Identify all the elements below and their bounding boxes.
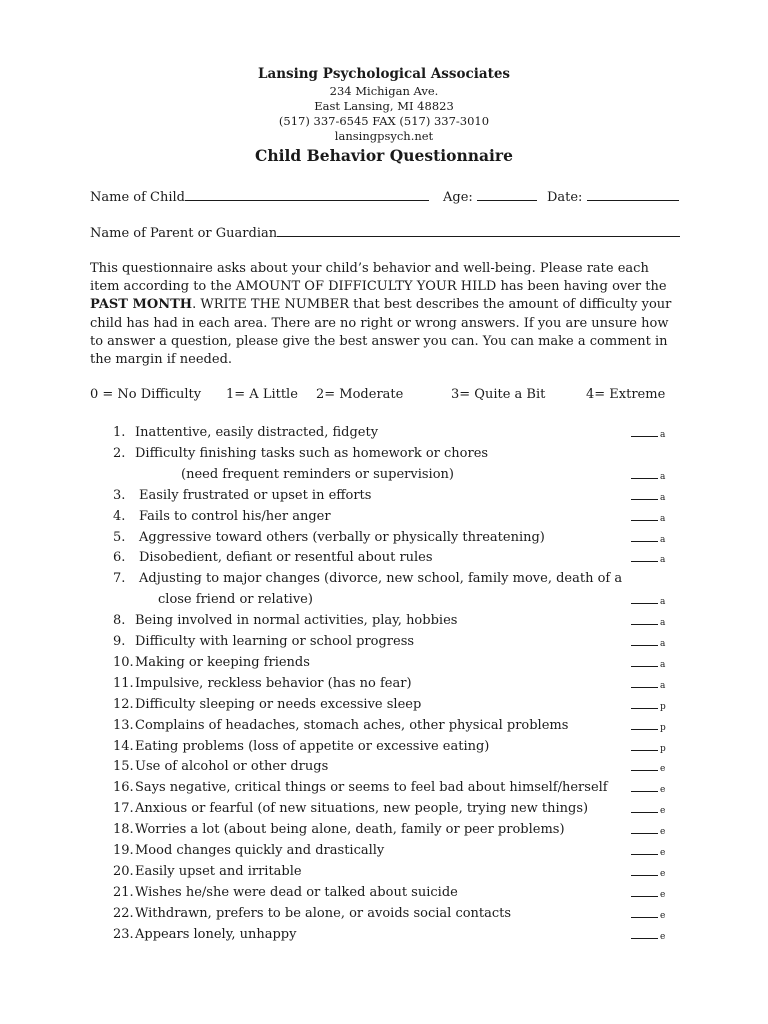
question-text: Easily frustrated or upset in efforts <box>139 487 372 503</box>
question-text: Difficulty finishing tasks such as homework or chores <box>135 445 489 461</box>
category-code: a <box>660 513 666 524</box>
answer-row <box>631 592 665 608</box>
answer-row <box>631 509 665 525</box>
answer-row <box>631 759 665 775</box>
age-label: Age: <box>443 190 473 205</box>
phone-fax: (517) 337-6545 FAX (517) 337-3010 <box>278 114 490 128</box>
guardian-name-field[interactable] <box>277 224 680 237</box>
category-code: e <box>660 848 666 858</box>
category-code: e <box>660 785 666 796</box>
scale-option-1: 1= A Little <box>226 387 298 402</box>
question-number: 12. <box>113 696 134 712</box>
category-code: e <box>660 931 666 942</box>
question-text: Complains of headaches, stomach aches, other physical problems <box>135 717 569 733</box>
category-code: a <box>660 492 666 503</box>
scale-option-3: 3= Quite a Bit <box>451 387 546 402</box>
answer-row <box>631 697 666 713</box>
question-text: Impulsive, reckless behavior (has no fear) <box>135 675 412 691</box>
question-text: (need frequent reminders or supervision) <box>181 466 454 482</box>
instructions-paragraph <box>90 260 680 369</box>
child-name-field[interactable] <box>185 188 429 201</box>
question-number: 21. <box>113 884 134 900</box>
date-field[interactable] <box>587 188 679 201</box>
answer-blank[interactable] <box>631 634 658 646</box>
category-code: a <box>660 659 666 670</box>
category-code: a <box>660 618 666 629</box>
question-text: Making or keeping friends <box>135 654 310 670</box>
answer-blank[interactable] <box>631 801 658 813</box>
category-code: p <box>660 743 666 754</box>
question-text: Appears lonely, unhappy <box>135 926 297 942</box>
question-number: 14. <box>113 738 134 754</box>
answer-blank[interactable] <box>631 906 658 918</box>
answer-row <box>631 634 665 650</box>
child-name-label: Name of Child <box>90 190 186 205</box>
address-city: East Lansing, MI 48823 <box>314 99 454 113</box>
question-text: Difficulty with learning or school progress <box>135 634 415 649</box>
answer-row <box>631 864 665 880</box>
question-number: 9. <box>113 634 126 649</box>
scale-option-0: 0 = No Difficulty <box>90 387 202 402</box>
website: lansingpsych.net <box>334 129 434 143</box>
question-number: 2. <box>113 445 126 461</box>
question-number: 8. <box>113 613 126 629</box>
question-text: Easily upset and irritable <box>135 863 302 879</box>
child-info-row <box>90 188 679 205</box>
scale-option-2: 2= Moderate <box>316 387 404 402</box>
answer-row <box>631 906 665 922</box>
category-code: p <box>660 701 666 712</box>
question-text: Anxious or fearful (of new situations, new people, trying new things) <box>135 801 589 817</box>
question-number: 7. <box>113 571 126 587</box>
instructions-emphasis: PAST MONTH <box>90 297 193 313</box>
page-title: Child Behavior Questionnaire <box>255 146 513 165</box>
answer-blank[interactable] <box>631 550 658 562</box>
answer-row <box>631 530 665 546</box>
question-text: Disobedient, defiant or resentful about rules <box>139 550 433 566</box>
question-text: Worries a lot (about being alone, death, family or peer problems) <box>135 822 565 838</box>
category-code: a <box>660 555 666 566</box>
answer-blank[interactable] <box>631 509 658 521</box>
question-number: 6. <box>113 550 126 566</box>
answer-blank[interactable] <box>631 927 658 939</box>
answer-row <box>631 488 665 504</box>
category-code: a <box>660 597 666 608</box>
organization-name: Lansing Psychological Associates <box>257 66 511 82</box>
answer-row <box>631 655 665 671</box>
answer-blank[interactable] <box>631 843 658 855</box>
answer-blank[interactable] <box>631 488 658 500</box>
question-number: 4. <box>113 508 126 524</box>
answer-blank[interactable] <box>631 759 658 771</box>
question-text: Adjusting to major changes (divorce, new school, family move, death of a <box>139 571 623 587</box>
category-code: e <box>660 806 666 817</box>
scale-option-4: 4= Extreme <box>586 387 666 402</box>
answer-blank[interactable] <box>631 592 658 604</box>
category-code: e <box>660 868 666 879</box>
answer-row <box>631 885 665 901</box>
answer-blank[interactable] <box>631 697 658 709</box>
question-text: Inattentive, easily distracted, fidgety <box>135 425 379 440</box>
answer-row <box>631 822 665 838</box>
answer-blank[interactable] <box>631 530 658 542</box>
category-code: e <box>660 889 666 900</box>
question-number: 11. <box>113 675 134 691</box>
answer-row <box>631 739 666 755</box>
answer-blank[interactable] <box>631 718 658 730</box>
question-number: 5. <box>113 529 126 545</box>
age-field[interactable] <box>477 188 537 201</box>
category-code: e <box>660 764 666 775</box>
question-number: 23. <box>113 926 134 942</box>
instructions-text-1: This questionnaire asks about your child’s behavior and well-being. Please rate each item according to the AMOUNT OF DIFFICULTY YOUR HILD has been having over the <box>90 261 667 295</box>
answer-row <box>631 550 665 566</box>
question-text: Says negative, critical things or seems to feel bad about himself/herself <box>135 780 608 796</box>
category-code: e <box>660 827 666 838</box>
category-code: p <box>660 722 666 733</box>
question-number: 20. <box>113 863 134 879</box>
address-street: 234 Michigan Ave. <box>329 84 439 98</box>
guardian-row <box>90 224 680 241</box>
question-number: 17. <box>113 801 134 817</box>
answer-row <box>631 843 665 859</box>
answer-blank[interactable] <box>631 655 658 667</box>
category-code: a <box>660 471 666 482</box>
answer-blank[interactable] <box>631 467 658 479</box>
question-text: Use of alcohol or other drugs <box>135 759 329 775</box>
answer-blank[interactable] <box>631 864 658 876</box>
answer-blank[interactable] <box>631 425 658 437</box>
answer-row <box>631 613 665 629</box>
answer-blank[interactable] <box>631 739 658 751</box>
question-number: 3. <box>113 487 126 503</box>
question-number: 13. <box>113 717 134 733</box>
answer-blank[interactable] <box>631 780 658 792</box>
answer-row <box>631 718 666 734</box>
category-code: a <box>660 639 666 649</box>
question-text: Eating problems (loss of appetite or excessive eating) <box>135 738 490 754</box>
category-code: a <box>660 430 666 440</box>
guardian-label: Name of Parent or Guardian <box>90 226 278 241</box>
question-text: Mood changes quickly and drastically <box>135 843 385 858</box>
answer-blank[interactable] <box>631 613 658 625</box>
question-number: 18. <box>113 822 134 838</box>
answer-row <box>631 780 665 796</box>
category-code: a <box>660 534 666 545</box>
answer-row <box>631 801 665 817</box>
question-text: Being involved in normal activities, play, hobbies <box>135 613 458 629</box>
question-number: 19. <box>113 843 134 858</box>
question-text: Difficulty sleeping or needs excessive sleep <box>135 696 422 712</box>
answer-blank[interactable] <box>631 822 658 834</box>
answer-row <box>631 467 665 483</box>
question-text: Fails to control his/her anger <box>139 508 331 524</box>
answer-row <box>631 676 665 692</box>
category-code: e <box>660 910 666 921</box>
question-text: Aggressive toward others (verbally or physically threatening) <box>139 529 545 545</box>
date-label: Date: <box>546 190 583 205</box>
category-code: a <box>660 680 666 691</box>
question-number: 1. <box>113 425 126 440</box>
answer-blank[interactable] <box>631 885 658 897</box>
answer-row <box>631 425 665 441</box>
question-number: 15. <box>113 759 134 775</box>
question-number: 16. <box>113 780 134 796</box>
question-text: Wishes he/she were dead or talked about suicide <box>135 884 458 900</box>
question-text: close friend or relative) <box>158 592 313 608</box>
answer-row <box>631 927 665 943</box>
question-number: 22. <box>113 905 134 921</box>
question-number: 10. <box>113 654 134 670</box>
answer-blank[interactable] <box>631 676 658 688</box>
question-text: Withdrawn, prefers to be alone, or avoids social contacts <box>135 905 512 921</box>
instructions-text-2: . WRITE THE NUMBER that best describes the amount of difficulty your child has had in each area. There are no right or wrong answers. If you are unsure how to answer a question, please give the best answer you can. You can make a comment in the margin if needed. <box>90 297 672 368</box>
